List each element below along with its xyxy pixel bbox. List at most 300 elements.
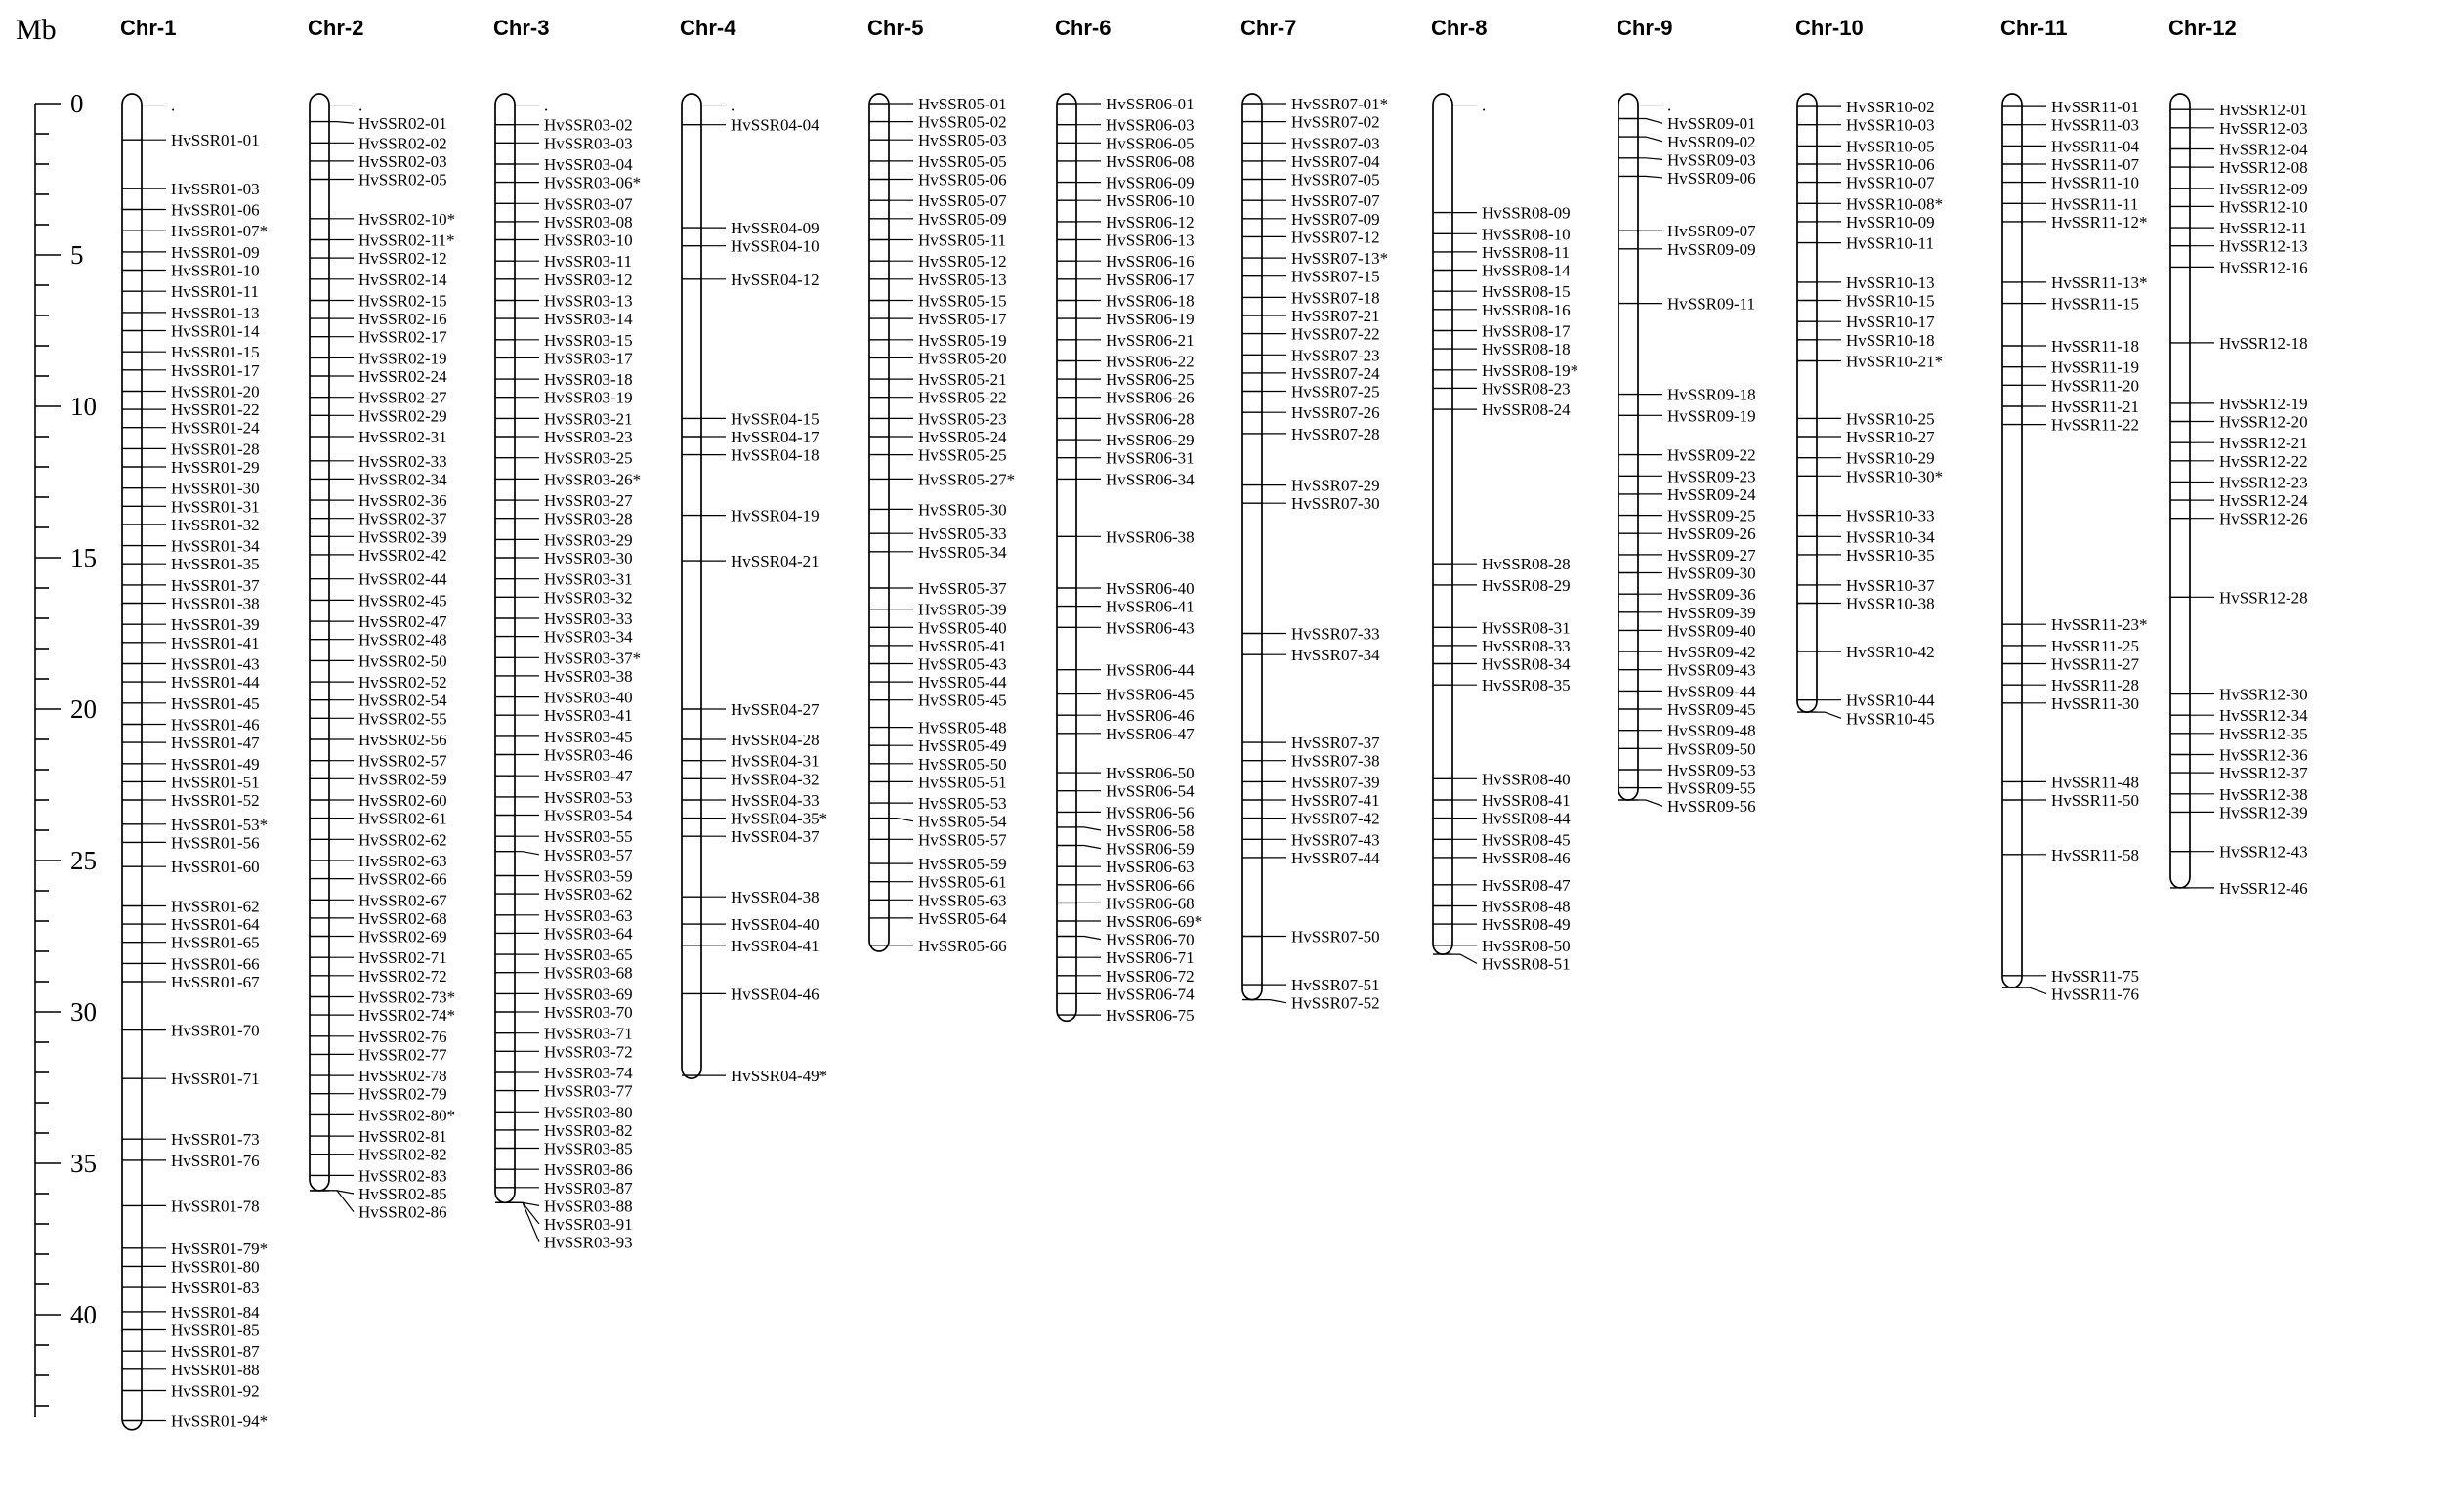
marker-label: HvSSR07-33 (1291, 624, 1380, 644)
marker-label: HvSSR08-50 (1482, 936, 1571, 955)
marker-label: HvSSR05-53 (918, 794, 1007, 814)
marker-leader-line (1452, 954, 1477, 963)
marker-label: HvSSR08-46 (1482, 848, 1571, 867)
marker-label: HvSSR02-29 (358, 406, 447, 426)
marker-label: HvSSR01-13 (171, 303, 260, 322)
marker-label: HvSSR08-23 (1482, 379, 1571, 399)
marker-label: HvSSR07-52 (1291, 993, 1380, 1013)
chromosome-top-dot: . (358, 96, 363, 115)
marker-label: HvSSR03-34 (544, 627, 633, 647)
marker-label: HvSSR10-02 (1846, 98, 1935, 117)
marker-label: HvSSR03-88 (544, 1197, 633, 1216)
marker-label: HvSSR01-52 (171, 791, 260, 810)
marker-label: HvSSR09-11 (1667, 294, 1756, 314)
marker-label: HvSSR05-09 (918, 209, 1007, 229)
marker-label: HvSSR05-63 (918, 891, 1007, 910)
marker-leader-line (1076, 937, 1101, 940)
marker-label: HvSSR07-05 (1291, 170, 1380, 189)
marker-label: HvSSR06-69* (1106, 912, 1203, 931)
marker-label: HvSSR03-65 (544, 945, 633, 965)
marker-label: HvSSR03-71 (544, 1024, 633, 1043)
marker-label: HvSSR01-38 (171, 594, 260, 613)
marker-label: HvSSR01-30 (171, 479, 260, 498)
marker-label: HvSSR01-10 (171, 261, 260, 280)
marker-label: HvSSR09-26 (1667, 525, 1756, 544)
marker-label: HvSSR07-22 (1291, 324, 1380, 344)
marker-label: HvSSR05-57 (918, 830, 1007, 850)
marker-label: HvSSR04-17 (731, 428, 819, 446)
marker-label: HvSSR07-13* (1291, 249, 1389, 269)
marker-label: HvSSR03-46 (544, 745, 633, 765)
marker-label: HvSSR12-19 (2219, 394, 2308, 413)
marker-label: HvSSR03-02 (544, 115, 633, 135)
marker-label: HvSSR02-76 (358, 1027, 447, 1046)
marker-label: HvSSR02-55 (358, 709, 447, 729)
mb-axis-title: Mb (16, 14, 57, 46)
marker-label: HvSSR02-37 (358, 509, 447, 528)
marker-label: HvSSR05-50 (918, 754, 1007, 774)
marker-label: HvSSR07-07 (1291, 191, 1380, 211)
marker-label: HvSSR11-15 (2051, 294, 2140, 314)
marker-label: HvSSR06-63 (1106, 858, 1195, 877)
marker-label: HvSSR01-71 (171, 1070, 260, 1089)
marker-label: HvSSR05-21 (918, 370, 1007, 390)
marker-label: HvSSR06-50 (1106, 764, 1195, 783)
marker-label: HvSSR01-34 (171, 536, 260, 556)
marker-label: HvSSR01-76 (171, 1151, 260, 1170)
marker-label: HvSSR07-43 (1291, 830, 1380, 850)
marker-label: HvSSR06-44 (1106, 660, 1195, 680)
marker-label: HvSSR11-25 (2051, 636, 2140, 655)
marker-label: HvSSR04-12 (731, 270, 819, 289)
marker-label: HvSSR10-34 (1846, 527, 1935, 547)
marker-label: HvSSR01-35 (171, 555, 260, 574)
marker-label: HvSSR12-37 (2219, 764, 2308, 783)
marker-label: HvSSR01-09 (171, 242, 260, 262)
marker-label: HvSSR12-35 (2219, 724, 2308, 743)
mb-tick-label: 15 (70, 543, 97, 572)
marker-label: HvSSR04-32 (731, 770, 819, 789)
marker-label: HvSSR01-92 (171, 1381, 260, 1401)
marker-label: HvSSR12-24 (2219, 491, 2308, 511)
marker-leader-line (2022, 987, 2046, 993)
marker-label: HvSSR09-45 (1667, 700, 1756, 719)
marker-label: HvSSR11-04 (2051, 137, 2140, 156)
marker-label: HvSSR11-22 (2051, 415, 2140, 435)
marker-label: HvSSR02-54 (358, 691, 447, 710)
marker-label: HvSSR01-43 (171, 654, 260, 674)
marker-label: HvSSR05-11 (918, 231, 1007, 250)
marker-label: HvSSR03-59 (544, 866, 633, 886)
marker-label: HvSSR01-88 (171, 1360, 260, 1379)
marker-label: HvSSR12-21 (2219, 434, 2308, 453)
marker-label: HvSSR07-39 (1291, 773, 1380, 792)
marker-label: HvSSR06-05 (1106, 134, 1195, 153)
marker-label: HvSSR11-27 (2051, 654, 2140, 674)
marker-label: HvSSR01-87 (171, 1342, 260, 1362)
marker-label: HvSSR09-23 (1667, 467, 1756, 486)
marker-label: HvSSR01-28 (171, 440, 260, 459)
chromosome-bar-12 (2170, 94, 2190, 888)
marker-label: HvSSR01-73 (171, 1130, 260, 1150)
marker-label: HvSSR02-67 (358, 891, 447, 910)
marker-label: HvSSR06-29 (1106, 431, 1195, 450)
marker-label: HvSSR05-25 (918, 445, 1007, 465)
marker-label: HvSSR02-69 (358, 927, 447, 946)
marker-label: HvSSR06-38 (1106, 527, 1195, 547)
marker-label: HvSSR11-13* (2051, 273, 2148, 292)
mb-tick-label: 30 (70, 997, 97, 1027)
marker-label: HvSSR03-54 (544, 806, 633, 825)
chromosome-bar-9 (1618, 94, 1638, 800)
marker-leader-line (1076, 846, 1101, 849)
marker-label: HvSSR12-34 (2219, 706, 2308, 726)
marker-label: HvSSR02-24 (358, 367, 447, 386)
marker-label: HvSSR02-52 (358, 673, 447, 693)
chromosome-header-8: Chr-8 (1431, 16, 1488, 40)
marker-label: HvSSR04-37 (731, 827, 819, 847)
marker-label: HvSSR12-08 (2219, 158, 2308, 178)
marker-label: HvSSR02-31 (358, 428, 447, 446)
marker-label: HvSSR09-36 (1667, 585, 1756, 605)
marker-label: HvSSR05-66 (918, 936, 1007, 955)
marker-label: HvSSR06-16 (1106, 252, 1195, 272)
marker-label: HvSSR10-45 (1846, 709, 1935, 729)
marker-label: HvSSR03-64 (544, 924, 633, 944)
marker-label: HvSSR07-29 (1291, 476, 1380, 495)
marker-label: HvSSR05-54 (918, 812, 1007, 831)
marker-label: HvSSR09-22 (1667, 445, 1756, 465)
chromosome-header-12: Chr-12 (2168, 16, 2237, 40)
marker-label: HvSSR11-21 (2051, 398, 2140, 416)
marker-label: HvSSR11-07 (2051, 155, 2140, 174)
marker-label: HvSSR03-26* (544, 470, 642, 489)
marker-label: HvSSR02-80* (358, 1106, 456, 1125)
marker-label: HvSSR02-59 (358, 770, 447, 789)
marker-label: HvSSR09-18 (1667, 385, 1756, 404)
marker-label: HvSSR03-12 (544, 270, 633, 289)
marker-label: HvSSR05-59 (918, 855, 1007, 874)
chromosome-header-7: Chr-7 (1240, 16, 1297, 40)
marker-label: HvSSR07-44 (1291, 848, 1380, 867)
marker-label: HvSSR08-44 (1482, 809, 1571, 828)
marker-label: HvSSR05-19 (918, 330, 1007, 350)
marker-label: HvSSR10-33 (1846, 506, 1935, 525)
marker-label: HvSSR09-39 (1667, 603, 1756, 622)
marker-label: HvSSR11-76 (2051, 985, 2140, 1004)
marker-label: HvSSR03-30 (544, 549, 633, 567)
marker-label: HvSSR12-03 (2219, 118, 2308, 138)
marker-leader-line (1076, 827, 1101, 830)
marker-label: HvSSR05-33 (918, 525, 1007, 544)
chromosome-top-dot: . (171, 96, 176, 115)
chromosome-bar-10 (1797, 94, 1817, 712)
marker-label: HvSSR06-47 (1106, 724, 1195, 743)
marker-label: HvSSR07-38 (1291, 751, 1380, 771)
marker-label: HvSSR03-82 (544, 1120, 633, 1140)
marker-label: HvSSR10-18 (1846, 330, 1935, 350)
marker-label: HvSSR02-85 (358, 1185, 447, 1203)
marker-label: HvSSR08-34 (1482, 654, 1571, 674)
marker-label: HvSSR09-01 (1667, 114, 1756, 134)
marker-label: HvSSR08-31 (1482, 618, 1571, 638)
marker-label: HvSSR01-11 (171, 282, 260, 302)
marker-label: HvSSR02-56 (358, 731, 447, 749)
marker-label: HvSSR10-15 (1846, 291, 1935, 311)
marker-label: HvSSR06-13 (1106, 231, 1195, 250)
marker-label: HvSSR02-12 (358, 249, 447, 269)
marker-label: HvSSR01-62 (171, 897, 260, 916)
marker-label: HvSSR01-94* (171, 1411, 269, 1431)
marker-label: HvSSR04-21 (731, 552, 819, 571)
marker-label: HvSSR01-01 (171, 131, 260, 150)
marker-label: HvSSR05-06 (918, 170, 1007, 189)
marker-label: HvSSR11-58 (2051, 845, 2140, 864)
marker-label: HvSSR08-18 (1482, 340, 1571, 359)
marker-label: HvSSR11-75 (2051, 966, 2140, 986)
marker-label: HvSSR06-59 (1106, 839, 1195, 859)
marker-label: HvSSR04-49* (731, 1067, 828, 1086)
marker-label: HvSSR05-30 (918, 500, 1007, 520)
marker-label: HvSSR02-42 (358, 545, 447, 565)
marker-label: HvSSR11-11 (2051, 194, 2139, 214)
marker-label: HvSSR08-09 (1482, 203, 1571, 223)
chromosome-header-6: Chr-6 (1055, 16, 1112, 40)
marker-label: HvSSR05-39 (918, 600, 1007, 619)
marker-label: HvSSR01-49 (171, 754, 260, 774)
marker-label: HvSSR06-54 (1106, 781, 1195, 801)
marker-label: HvSSR02-62 (358, 830, 447, 850)
marker-label: HvSSR05-13 (918, 270, 1007, 289)
marker-label: HvSSR12-13 (2219, 236, 2308, 256)
marker-label: HvSSR03-68 (544, 963, 633, 983)
marker-label: HvSSR04-18 (731, 445, 819, 465)
marker-label: HvSSR01-84 (171, 1302, 260, 1322)
marker-label: HvSSR08-45 (1482, 830, 1571, 850)
marker-label: HvSSR07-03 (1291, 134, 1380, 153)
marker-label: HvSSR09-53 (1667, 761, 1756, 779)
marker-label: HvSSR01-03 (171, 179, 260, 198)
marker-label: HvSSR01-24 (171, 418, 260, 438)
marker-label: HvSSR01-47 (171, 734, 260, 753)
marker-label: HvSSR12-43 (2219, 842, 2308, 861)
marker-leader-line (329, 122, 354, 124)
marker-label: HvSSR02-36 (358, 491, 447, 511)
marker-label: HvSSR02-50 (358, 651, 447, 671)
marker-label: HvSSR04-41 (731, 936, 819, 955)
marker-leader-line (1638, 137, 1662, 142)
marker-label: HvSSR02-01 (358, 114, 447, 134)
marker-label: HvSSR07-02 (1291, 112, 1380, 132)
marker-label: HvSSR01-78 (171, 1197, 260, 1216)
marker-label: HvSSR01-66 (171, 954, 260, 974)
marker-label: HvSSR04-10 (731, 236, 819, 256)
marker-label: HvSSR11-28 (2051, 676, 2140, 695)
marker-label: HvSSR02-82 (358, 1145, 447, 1164)
marker-label: HvSSR03-33 (544, 609, 633, 628)
marker-label: HvSSR01-67 (171, 973, 260, 991)
chromosome-header-1: Chr-1 (120, 16, 177, 40)
marker-label: HvSSR05-01 (918, 95, 1007, 113)
marker-label: HvSSR08-33 (1482, 636, 1571, 655)
marker-label: HvSSR03-77 (544, 1081, 633, 1101)
marker-label: HvSSR02-83 (358, 1166, 447, 1186)
chromosome-bar-5 (869, 94, 889, 951)
marker-label: HvSSR11-03 (2051, 115, 2140, 135)
marker-label: HvSSR10-17 (1846, 313, 1935, 332)
marker-label: HvSSR09-56 (1667, 797, 1756, 817)
marker-label: HvSSR09-44 (1667, 682, 1756, 701)
marker-label: HvSSR12-11 (2219, 219, 2308, 238)
marker-label: HvSSR03-19 (544, 388, 633, 407)
marker-label: HvSSR07-24 (1291, 363, 1380, 383)
chromosome-header-4: Chr-4 (680, 16, 736, 40)
marker-label: HvSSR01-07* (171, 222, 269, 241)
marker-label: HvSSR04-19 (731, 506, 819, 525)
marker-label: HvSSR06-45 (1106, 685, 1195, 704)
marker-label: HvSSR07-37 (1291, 734, 1380, 753)
marker-label: HvSSR08-41 (1482, 791, 1571, 810)
marker-label: HvSSR02-48 (358, 630, 447, 650)
marker-label: HvSSR09-55 (1667, 778, 1756, 798)
marker-label: HvSSR03-28 (544, 509, 633, 528)
marker-label: HvSSR10-13 (1846, 273, 1935, 292)
marker-label: HvSSR01-37 (171, 575, 260, 595)
chromosome-bar-7 (1242, 94, 1262, 1000)
marker-label: HvSSR10-44 (1846, 691, 1935, 710)
marker-label: HvSSR03-13 (544, 291, 633, 311)
marker-label: HvSSR03-14 (544, 310, 633, 329)
marker-label: HvSSR03-69 (544, 985, 633, 1004)
chromosome-header-10: Chr-10 (1795, 16, 1864, 40)
marker-label: HvSSR05-64 (918, 908, 1007, 928)
marker-label: HvSSR02-66 (358, 869, 447, 889)
marker-label: HvSSR04-35* (731, 809, 828, 828)
marker-label: HvSSR06-18 (1106, 291, 1195, 311)
marker-leader-line (329, 1191, 354, 1212)
marker-label: HvSSR06-66 (1106, 875, 1195, 895)
marker-label: HvSSR07-09 (1291, 209, 1380, 229)
marker-label: HvSSR07-21 (1291, 307, 1380, 325)
marker-label: HvSSR09-24 (1667, 484, 1756, 504)
marker-label: HvSSR10-21* (1846, 352, 1944, 371)
chromosome-top-dot: . (1482, 96, 1487, 115)
marker-label: HvSSR07-04 (1291, 151, 1380, 171)
chromosome-header-3: Chr-3 (493, 16, 550, 40)
marker-label: HvSSR06-17 (1106, 270, 1195, 289)
chromosome-header-5: Chr-5 (867, 16, 924, 40)
chromosome-bar-4 (682, 94, 701, 1078)
marker-label: HvSSR03-04 (544, 155, 633, 174)
marker-label: HvSSR01-46 (171, 715, 260, 735)
marker-leader-line (1638, 176, 1662, 178)
marker-label: HvSSR10-05 (1846, 137, 1935, 156)
marker-label: HvSSR12-09 (2219, 179, 2308, 198)
marker-label: HvSSR04-09 (731, 219, 819, 238)
marker-label: HvSSR02-60 (358, 791, 447, 810)
marker-label: HvSSR09-25 (1667, 506, 1756, 525)
marker-label: HvSSR08-47 (1482, 875, 1571, 895)
marker-label: HvSSR06-70 (1106, 930, 1195, 949)
marker-label: HvSSR10-38 (1846, 594, 1935, 613)
marker-label: HvSSR05-23 (918, 409, 1007, 429)
marker-label: HvSSR10-06 (1846, 155, 1935, 174)
marker-label: HvSSR12-16 (2219, 258, 2308, 277)
marker-label: HvSSR03-91 (544, 1215, 633, 1234)
marker-label: HvSSR07-01* (1291, 95, 1389, 113)
chromosome-header-2: Chr-2 (308, 16, 364, 40)
marker-label: HvSSR01-64 (171, 915, 260, 935)
marker-label: HvSSR01-51 (171, 773, 260, 792)
marker-label: HvSSR04-15 (731, 409, 819, 429)
marker-label: HvSSR04-46 (731, 985, 819, 1004)
marker-label: HvSSR11-10 (2051, 173, 2140, 192)
marker-leader-line (889, 819, 913, 821)
marker-label: HvSSR06-03 (1106, 115, 1195, 135)
mb-tick-label: 40 (70, 1300, 97, 1329)
marker-label: HvSSR02-19 (358, 349, 447, 368)
mb-tick-label: 0 (70, 89, 84, 118)
marker-label: HvSSR02-14 (358, 270, 447, 289)
marker-label: HvSSR02-34 (358, 470, 447, 489)
marker-label: HvSSR09-02 (1667, 132, 1756, 151)
marker-label: HvSSR01-44 (171, 673, 260, 693)
marker-label: HvSSR04-33 (731, 791, 819, 810)
marker-label: HvSSR08-35 (1482, 676, 1571, 695)
marker-label: HvSSR02-44 (358, 569, 447, 589)
marker-label: HvSSR12-04 (2219, 140, 2308, 159)
marker-label: HvSSR11-20 (2051, 376, 2140, 396)
marker-label: HvSSR05-12 (918, 252, 1007, 272)
marker-label: HvSSR06-56 (1106, 803, 1195, 822)
marker-label: HvSSR09-48 (1667, 721, 1756, 740)
marker-label: HvSSR01-39 (171, 615, 260, 635)
marker-label: HvSSR02-63 (358, 852, 447, 870)
marker-label: HvSSR03-11 (544, 252, 633, 272)
marker-label: HvSSR07-12 (1291, 228, 1380, 247)
marker-label: HvSSR04-31 (731, 751, 819, 771)
marker-label: HvSSR12-30 (2219, 685, 2308, 704)
marker-label: HvSSR06-09 (1106, 173, 1195, 192)
marker-label: HvSSR06-58 (1106, 821, 1195, 840)
marker-label: HvSSR08-29 (1482, 575, 1571, 595)
marker-label: HvSSR09-42 (1667, 643, 1756, 662)
marker-label: HvSSR03-21 (544, 409, 633, 429)
marker-label: HvSSR09-07 (1667, 222, 1756, 241)
marker-label: HvSSR03-29 (544, 530, 633, 550)
marker-label: HvSSR01-41 (171, 633, 260, 652)
marker-label: HvSSR09-09 (1667, 239, 1756, 259)
marker-label: HvSSR02-47 (358, 612, 447, 632)
marker-label: HvSSR02-79 (358, 1084, 447, 1104)
marker-leader-line (1262, 1000, 1286, 1003)
marker-label: HvSSR06-26 (1106, 388, 1195, 407)
marker-label: HvSSR11-50 (2051, 791, 2140, 810)
marker-label: HvSSR03-63 (544, 905, 633, 925)
marker-leader-line (515, 852, 539, 855)
marker-label: HvSSR03-62 (544, 885, 633, 904)
marker-label: HvSSR08-16 (1482, 300, 1571, 319)
marker-label: HvSSR01-31 (171, 497, 260, 517)
marker-label: HvSSR10-09 (1846, 212, 1935, 231)
marker-label: HvSSR07-28 (1291, 424, 1380, 443)
marker-label: HvSSR03-53 (544, 787, 633, 807)
marker-label: HvSSR03-10 (544, 231, 633, 250)
marker-label: HvSSR03-38 (544, 666, 633, 686)
marker-label: HvSSR05-48 (918, 718, 1007, 737)
marker-label: HvSSR02-05 (358, 170, 447, 189)
marker-label: HvSSR06-41 (1106, 597, 1195, 616)
